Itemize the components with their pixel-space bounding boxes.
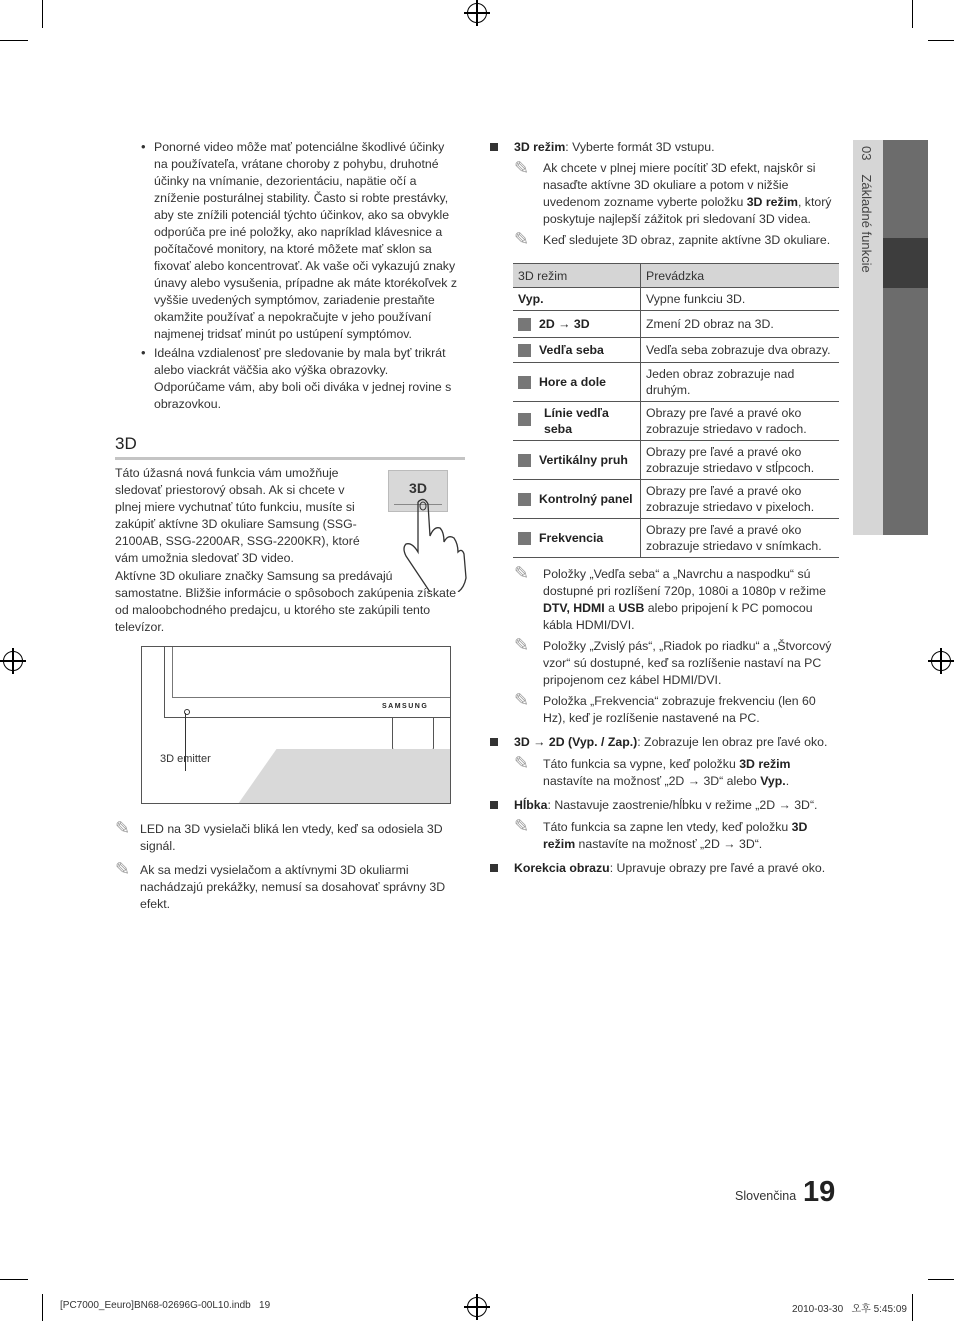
note-obstacles: Ak sa medzi vysielačom a aktívnymi 3D okuliarmi nachádzajú prekážky, nemusí sa dosahovať správny 3D efekt. xyxy=(140,863,446,911)
tv-illustration xyxy=(141,646,451,804)
note-frequency: Položka „Frekvencia“ zobrazuje frekvenciu (len 60 Hz), keď je rozlíšenie nastavené na PC. xyxy=(543,694,816,725)
crop-mark xyxy=(42,1294,43,1321)
button-3d-label: 3D xyxy=(409,480,427,496)
note-icon: ✎ xyxy=(514,635,530,655)
chapter-title: Základné funkcie xyxy=(859,174,874,273)
note-turn-on-glasses: Keď sledujete 3D obraz, zapnite aktívne 3D okuliare. xyxy=(543,233,831,247)
crop-mark xyxy=(912,0,913,28)
note-icon: ✎ xyxy=(115,818,131,838)
table-row: Kontrolný panel Obrazy pre ľavé a pravé oko zobrazuje striedavo v pixeloch. xyxy=(513,480,839,519)
note-icon: ✎ xyxy=(514,753,530,773)
note-icon: ✎ xyxy=(115,859,131,879)
table-row: Línie vedľa seba Obrazy pre ľavé a pravé oko zobrazuje striedavo v radoch. xyxy=(513,402,839,441)
table-header: Prevádzka xyxy=(641,264,840,288)
note-3d-glasses: Ak chcete v plnej miere pocítiť 3D efekt, najskôr si nasaďte aktívne 3D okuliare a potom v nižšie uvedenom zozname vyberte položku 3D režim, ktorý poskytuje najlepší zážitok pri sledovaní 3D videa. xyxy=(543,161,832,226)
registration-mark-icon xyxy=(3,651,23,671)
note-icon: ✎ xyxy=(514,816,530,836)
frequency-icon xyxy=(518,532,531,545)
note-led: LED na 3D vysielači bliká len vtedy, keď sa odosiela 3D signál. xyxy=(140,822,443,853)
table-row: Vertikálny pruh Obrazy pre ľavé a pravé oko zobrazuje striedavo v stĺpcoch. xyxy=(513,441,839,480)
table-header: 3D režim xyxy=(513,264,641,288)
crop-mark xyxy=(928,40,954,41)
mode-table xyxy=(513,263,839,558)
note-icon: ✎ xyxy=(514,690,530,710)
side-tab-marker xyxy=(883,238,928,288)
note-icon: ✎ xyxy=(514,563,530,583)
crop-mark xyxy=(928,1279,954,1280)
crop-mark xyxy=(912,1294,913,1321)
note-depth: Táto funkcia sa zapne len vtedy, keď položku 3D režim nastavíte na možnosť „2D → 3D“. xyxy=(543,820,808,851)
bullet-icon: • xyxy=(141,139,146,154)
item-picture-correction: Korekcia obrazu: Upravuje obrazy pre ľavé a pravé oko. xyxy=(514,861,826,875)
note-3d-to-2d: Táto funkcia sa vypne, keď položku 3D režim nastavíte na možnosť „2D → 3D“ alebo Vyp.. xyxy=(543,757,791,788)
square-bullet-icon xyxy=(490,801,498,809)
side-tab-label xyxy=(859,146,874,273)
bullet-icon: • xyxy=(141,345,146,360)
side-by-side-icon xyxy=(518,344,531,357)
mode-2d-3d-icon xyxy=(518,318,531,331)
bullet-text-health: Ponorné video môže mať potenciálne škodlivé účinky na používateľa, vrátane choroby z pohybu, druhotné účinky na vnímanie, dezorientáciu, napätie očí a zníženie posturálnej stability. Často si robte prestávky, aby ste znížili potenciál týchto účinkov, ako sa obvykle odporúča pre iné položky, ako napríklad klávesnice a počítačové monitory, na ktoré môžete mať sklon sa fixovať alebo koncentrovať. Ak vaše oči vykazujú znaky únavy alebo vysušenia, prípadne ak máte ktorékoľvek z vyššie uvedených symptómov, zariadenie prestaňte okamžite používať a nepokračujte v jeho používaní najmenej tridsať minút po ustúpení symptómov. xyxy=(154,140,457,341)
item-depth: Hĺbka: Nastavuje zaostrenie/hĺbku v režime „2D → 3D“. xyxy=(514,798,818,812)
line-by-line-icon xyxy=(518,413,531,426)
table-row: 2D → 3D Zmení 2D obraz na 3D. xyxy=(513,311,839,338)
vertical-stripe-icon xyxy=(518,454,531,467)
note-icon: ✎ xyxy=(514,158,530,178)
crop-mark xyxy=(0,40,28,41)
side-tab-bar xyxy=(883,140,928,535)
section-divider xyxy=(115,457,465,460)
square-bullet-icon xyxy=(490,738,498,746)
item-3d-mode: 3D režim: Vyberte formát 3D vstupu. xyxy=(514,140,715,154)
tv-brand-logo: SAMSUNG xyxy=(382,703,429,710)
top-bottom-icon xyxy=(518,376,531,389)
crop-mark xyxy=(42,0,43,28)
bullet-text-distance: Ideálna vzdialenosť pre sledovanie by mala byť trikrát alebo viackrát väčšia ako výška obrazovky. Odporúčame vám, aby boli oči diváka v jednej rovine s obrazovkou. xyxy=(154,346,452,411)
item-3d-to-2d: 3D → 2D (Vyp. / Zap.): Zobrazuje len obraz pre ľavé oko. xyxy=(514,735,828,749)
page-number: 19 xyxy=(803,1176,836,1208)
section-title: 3D xyxy=(115,434,137,453)
checker-board-icon xyxy=(518,493,531,506)
print-file-info: [PC7000_Eeuro]BN68-02696G-00L10.indb 19 xyxy=(60,1300,271,1311)
chapter-number: 03 xyxy=(859,146,874,161)
registration-mark-icon xyxy=(467,1297,487,1317)
footer-language: Slovenčina xyxy=(735,1189,797,1203)
table-row: Vyp. Vypne funkciu 3D. xyxy=(513,288,839,311)
table-row: Vedľa seba Vedľa seba zobrazuje dva obrazy. xyxy=(513,338,839,363)
square-bullet-icon xyxy=(490,143,498,151)
intro-text-2: Aktívne 3D okuliare značky Samsung sa predávajú samostatne. Bližšie informácie o spôsoboch zakúpenia získate od maloobchodného predajcu, u ktorého ste zakúpili tento televízor. xyxy=(115,569,457,634)
table-row: Frekvencia Obrazy pre ľavé a pravé oko zobrazuje striedavo v snímkach. xyxy=(513,519,839,558)
table-row: Hore a dole Jeden obraz zobrazuje nad druhým. xyxy=(513,363,839,402)
registration-mark-icon xyxy=(467,3,487,23)
note-icon: ✎ xyxy=(514,229,530,249)
pointing-hand-icon xyxy=(400,496,470,592)
intro-text: Táto úžasná nová funkcia vám umožňuje sledovať priestorový obsah. Ak si chcete v plnej miere vychutnať túto funkciu, musíte si zakúpiť aktívne 3D okuliare Samsung (SSG-2100AB, SSG-2200AR, SSG-2200KR), ktoré vám umožnia sledovať 3D video. xyxy=(115,466,360,565)
square-bullet-icon xyxy=(490,864,498,872)
crop-mark xyxy=(0,1279,28,1280)
emitter-label: 3D emitter xyxy=(160,753,211,765)
print-date-info: 2010-03-30 오후 5:45:09 xyxy=(792,1304,907,1315)
registration-mark-icon xyxy=(931,651,951,671)
note-vertical-stripe: Položky „Zvislý pás“, „Riadok po riadku“ a „Štvorcový vzor“ sú dostupné, keď sa rozlíšenie nastaví na PC pripojenom cez kábel HDMI/DVI. xyxy=(543,639,832,687)
note-side-by-side: Položky „Vedľa seba“ a „Navrchu a naspodku“ sú dostupné pri rozlíšení 720p, 1080i a 1080p v režime DTV, HDMI a USB alebo pripojení k PC pomocou kábla HDMI/DVI. xyxy=(543,567,827,632)
